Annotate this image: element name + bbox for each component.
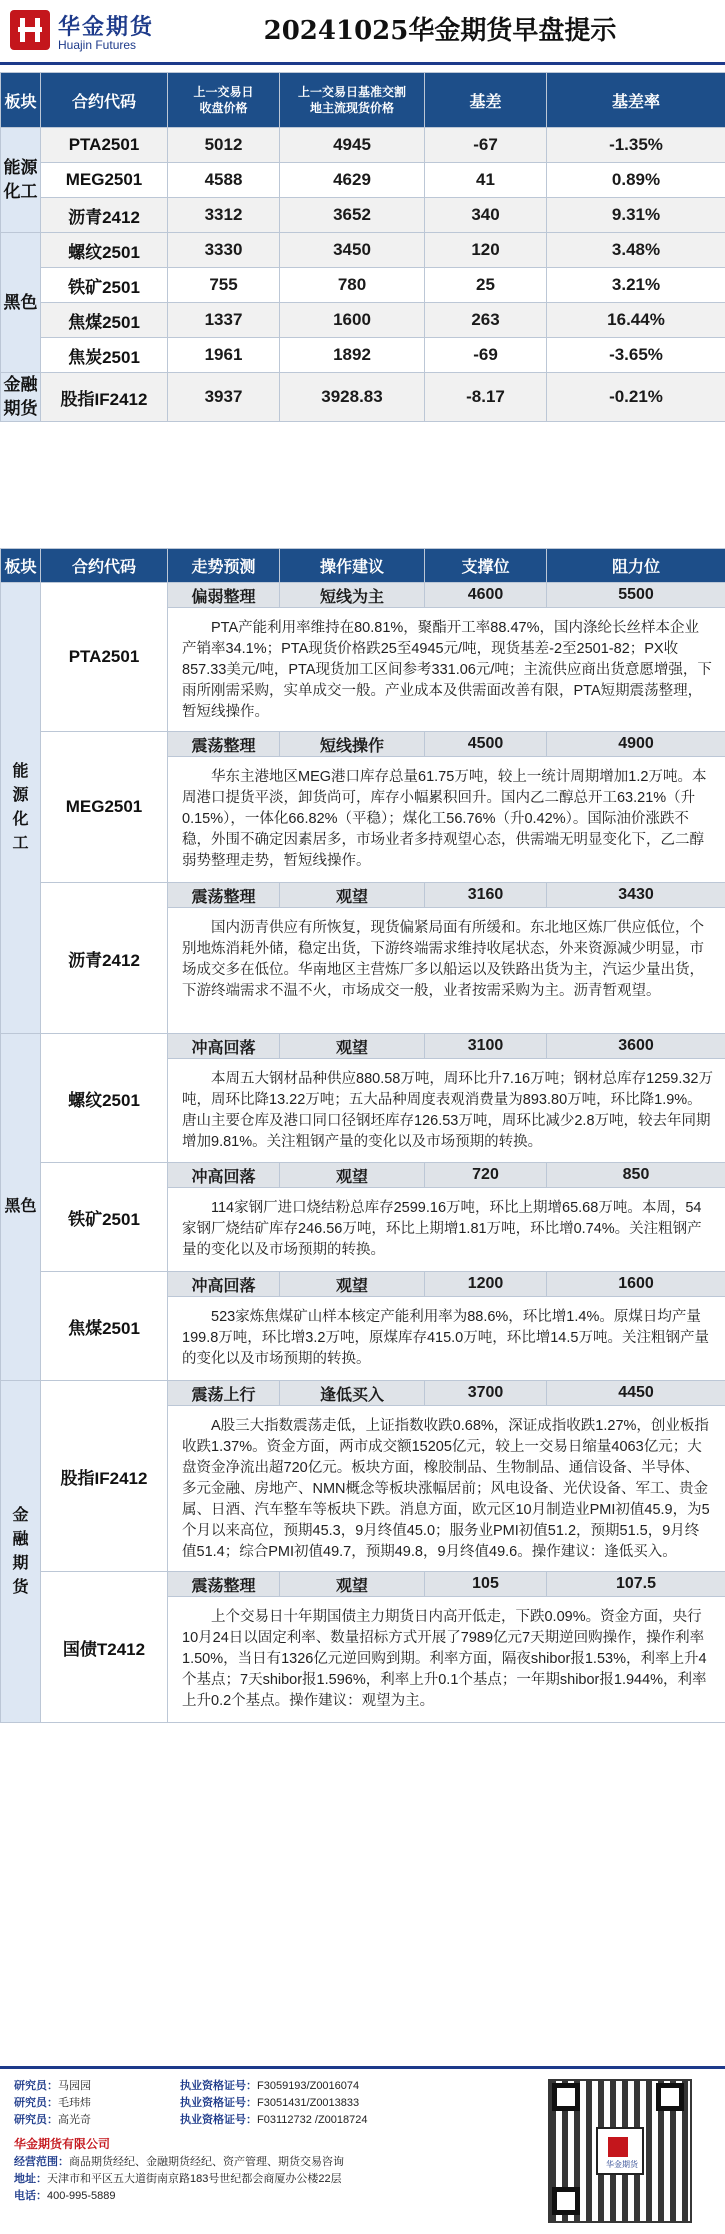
sector-label: 源 (12, 787, 29, 804)
basis-rate: 16.44% (547, 303, 725, 338)
basis-table (0, 72, 725, 422)
qr-corner-icon (552, 2083, 580, 2111)
trend-forecast: 震荡上行 (168, 1381, 280, 1406)
scope-text: 商品期货经纪、金融期货经纪、资产管理、期货交易咨询 (69, 2156, 344, 2168)
commentary-cell (168, 608, 725, 732)
col-resistance: 阻力位 (547, 549, 725, 583)
commentary-cell (168, 1297, 725, 1381)
strategy-table-header (1, 549, 725, 583)
commentary-text: A股三大指数震荡走低，上证指数收跌0.68%，深证成指收跌1.27%，创业板指收跌1.37%。资金方面，两市成交额15205亿元，较上一交易日缩量4063亿元；大盘资金净流出超720亿元。板块方面，橡胶制品、生物制品、通信设备、半导体、多元金融、房地产、NMN概念等板块涨幅居前；风电设备、光伏设备、军工、贵金属、日酒、汽车整车等板块下跌。消息方面，欧元区10月制造业PMI初值45.9，为5个月以来高位，预期45.3，9月终值45.0；服务业PMI初值51.2，预期51.5，9月终值51.4；综合PMI初值49.7，预期49.8，9月终值49.6。操作建议：逢低买入。 (182, 1418, 710, 1560)
contract-code: 铁矿2501 (41, 268, 168, 303)
trend-forecast: 偏弱整理 (168, 583, 280, 608)
support-level: 4600 (425, 583, 547, 608)
analyst-label: 研究员： (14, 2080, 58, 2092)
col-sector: 板块 (1, 549, 41, 583)
scope-label: 经营范围： (14, 2156, 69, 2168)
title-divider (0, 62, 725, 65)
sector-cell (1, 1034, 41, 1381)
commentary-text: 华东主港地区MEG港口库存总量61.75万吨，较上一统计周期增加1.2万吨。本周港口提货平淡，卸货尚可，库存小幅累积回升。国内乙二醇总开工63.21%（升0.15%），一体化66.82%（平稳）；煤化工56.76%（升0.42%）。国际油价涨跌不稳，外围不确定因素居多，市场业者多持观望心态，供需端无明显变化下，乙二醇弱势整理走势，暂短线操作。 (182, 769, 707, 869)
close-price: 1337 (168, 303, 280, 338)
operation-advice: 观望 (280, 1163, 425, 1188)
support-level: 105 (425, 1572, 547, 1597)
sector-label: 化 (12, 811, 29, 828)
basis-row (1, 128, 725, 163)
commentary-cell (168, 1597, 725, 1723)
basis-value: 263 (425, 303, 547, 338)
trend-forecast: 震荡整理 (168, 883, 280, 908)
operation-advice: 观望 (280, 1034, 425, 1059)
col-spot-line1: 上一交易日基准交割 (297, 85, 406, 99)
resistance-level: 3430 (547, 883, 725, 908)
analyst-name (14, 2077, 91, 2093)
brand-logo (10, 10, 165, 56)
resistance-level: 5500 (547, 583, 725, 608)
basis-rate: -3.65% (547, 338, 725, 373)
commentary-cell (168, 757, 725, 883)
close-price: 755 (168, 268, 280, 303)
resistance-level: 1600 (547, 1272, 725, 1297)
trend-forecast: 震荡整理 (168, 1572, 280, 1597)
analyst-name-text: 毛玮炜 (58, 2097, 91, 2109)
analyst-name-text: 高光奇 (58, 2114, 91, 2126)
footer (0, 2066, 725, 2234)
basis-rate: -0.21% (547, 373, 725, 422)
business-scope (14, 2153, 344, 2169)
basis-rate: 3.21% (547, 268, 725, 303)
sector-label: 金融 (3, 375, 38, 394)
commentary-text: PTA产能利用率维持在80.81%，聚酯开工率88.47%，国内涤纶长丝样本企业产销率34.1%；PTA现货价格跌25至4945元/吨，现货基差-2至2501-82；PX收857.33美元/吨，PTA现货加工区间参考331.06元/吨；主流供应商出货意愿增强，下雨所刚需采购，实单成交一般。产业成本及供需面改善有限，PTA短期震荡整理，暂短线操作。 (182, 620, 712, 720)
operation-advice: 短线操作 (280, 732, 425, 757)
resistance-level: 4450 (547, 1381, 725, 1406)
col-spot-line2: 地主流现货价格 (309, 101, 394, 115)
col-code: 合约代码 (41, 73, 168, 128)
sector-cell (1, 233, 41, 373)
basis-row (1, 373, 725, 422)
contract-code: 沥青2412 (41, 883, 168, 1034)
close-price: 3937 (168, 373, 280, 422)
close-price: 5012 (168, 128, 280, 163)
license-label: 执业资格证号： (180, 2114, 257, 2126)
header (0, 0, 725, 66)
col-spot (280, 73, 425, 128)
operation-advice: 逢低买入 (280, 1381, 425, 1406)
resistance-level: 107.5 (547, 1572, 725, 1597)
contract-code: 沥青2412 (41, 198, 168, 233)
analyst-name (14, 2111, 91, 2127)
company-name: 华金期货有限公司 (14, 2137, 111, 2151)
analyst-name-text: 马园园 (58, 2080, 91, 2092)
strategy-metric-row (1, 1163, 725, 1188)
basis-rate: -1.35% (547, 128, 725, 163)
license-label: 执业资格证号： (180, 2080, 257, 2092)
contract-code: MEG2501 (41, 163, 168, 198)
basis-value: -67 (425, 128, 547, 163)
license-number: F03112732 /Z0018724 (257, 2114, 368, 2126)
col-support: 支撑位 (425, 549, 547, 583)
qr-caption: 华金期货 (606, 2160, 638, 2169)
resistance-level: 850 (547, 1163, 725, 1188)
col-close-line2: 收盘价格 (199, 101, 248, 115)
license-label: 执业资格证号： (180, 2097, 257, 2109)
commentary-text: 本周五大钢材品种供应880.58万吨，周环比升7.16万吨；钢材总库存1259.32万吨，周环比降13.22万吨；五大品种周度表观消费量为893.80万吨，环比降1.9%。唐山主要仓库及港口同口径钢坯库存126.53万吨，周环比减少2.8万吨，较去年同期增加9.81%。关注粗钢产量的变化以及市场预期的转换。 (182, 1071, 713, 1150)
close-price: 3312 (168, 198, 280, 233)
contract-code: 焦煤2501 (41, 303, 168, 338)
basis-rate: 0.89% (547, 163, 725, 198)
support-level: 3700 (425, 1381, 547, 1406)
sector-label: 融 (12, 1530, 29, 1548)
basis-row (1, 303, 725, 338)
resistance-level: 4900 (547, 732, 725, 757)
col-sector: 板块 (1, 73, 41, 128)
contract-code: 股指IF2412 (41, 1381, 168, 1572)
basis-table-header (1, 73, 725, 128)
sector-label: 能源 (3, 158, 38, 177)
analyst-label: 研究员： (14, 2114, 58, 2126)
trend-forecast: 冲高回落 (168, 1272, 280, 1297)
spot-price: 4629 (280, 163, 425, 198)
address-text: 天津市和平区五大道街南京路183号世纪都会商厦办公楼22层 (47, 2173, 342, 2185)
spot-price: 3652 (280, 198, 425, 233)
trend-forecast: 冲高回落 (168, 1034, 280, 1059)
commentary-text: 上个交易日十年期国债主力期货日内高开低走，下跌0.09%。资金方面，央行10月24日以固定利率、数量招标方式开展了7989亿元7天期逆回购操作，操作利率1.50%，当日有1326亿元逆回购到期。利率方面，隔夜shibor报1.53%，利率上升4个基点；7天shibor报1.596%，利率上升0.1个基点；一年期shibor报1.944%，利率上升0.2个基点。操作建议：观望为主。 (182, 1609, 707, 1709)
commentary-text: 523家炼焦煤矿山样本核定产能利用率为88.6%，环比增1.4%。原煤日均产量199.8万吨，环比增3.2万吨，原煤库存415.0万吨，环比增14.5万吨。关注粗钢产量的变化以及市场预期的转换。 (182, 1309, 709, 1367)
trend-forecast: 震荡整理 (168, 732, 280, 757)
analyst-license (180, 2111, 368, 2127)
analyst-name (14, 2094, 91, 2110)
basis-rate: 3.48% (547, 233, 725, 268)
close-price: 3330 (168, 233, 280, 268)
basis-rate: 9.31% (547, 198, 725, 233)
spot-price: 780 (280, 268, 425, 303)
spot-price: 4945 (280, 128, 425, 163)
spot-price: 3450 (280, 233, 425, 268)
sector-cell (1, 583, 41, 1034)
sector-cell (1, 1381, 41, 1723)
trend-forecast: 冲高回落 (168, 1163, 280, 1188)
phone (14, 2187, 116, 2203)
strategy-metric-row (1, 1381, 725, 1406)
sector-label: 金 (12, 1506, 29, 1524)
basis-row (1, 163, 725, 198)
phone-text: 400-995-5889 (47, 2190, 116, 2202)
basis-row (1, 268, 725, 303)
contract-code: 国债T2412 (41, 1572, 168, 1723)
address-label: 地址： (14, 2173, 47, 2185)
commentary-cell (168, 1188, 725, 1272)
sector-label: 黑色 (3, 292, 38, 312)
operation-advice: 观望 (280, 1572, 425, 1597)
basis-value: 41 (425, 163, 547, 198)
sector-label: 黑色 (4, 1198, 37, 1215)
contract-code: 焦煤2501 (41, 1272, 168, 1381)
commentary-cell (168, 1406, 725, 1572)
sector-cell (1, 128, 41, 233)
sector-label: 货 (12, 1578, 29, 1596)
basis-row (1, 198, 725, 233)
basis-value: 120 (425, 233, 547, 268)
qr-corner-icon (552, 2187, 580, 2215)
basis-value: -8.17 (425, 373, 547, 422)
support-level: 720 (425, 1163, 547, 1188)
contract-code: PTA2501 (41, 583, 168, 732)
analyst-license (180, 2077, 359, 2093)
sector-label: 期货 (3, 399, 38, 418)
address (14, 2170, 342, 2186)
spot-price: 1892 (280, 338, 425, 373)
strategy-metric-row (1, 583, 725, 608)
contract-code: 铁矿2501 (41, 1163, 168, 1272)
operation-advice: 观望 (280, 1272, 425, 1297)
analyst-label: 研究员： (14, 2097, 58, 2109)
col-code: 合约代码 (41, 549, 168, 583)
phone-label: 电话： (14, 2190, 47, 2202)
spot-price: 1600 (280, 303, 425, 338)
support-level: 4500 (425, 732, 547, 757)
operation-advice: 观望 (280, 883, 425, 908)
basis-value: 340 (425, 198, 547, 233)
strategy-table (0, 548, 725, 1723)
basis-row (1, 338, 725, 373)
license-number: F3059193/Z0016074 (257, 2080, 360, 2092)
contract-code: 螺纹2501 (41, 233, 168, 268)
qr-corner-icon (656, 2083, 684, 2111)
contract-code: 股指IF2412 (41, 373, 168, 422)
license-number: F3051431/Z0013833 (257, 2097, 360, 2109)
col-close-line1: 上一交易日 (193, 85, 254, 99)
contract-code: PTA2501 (41, 128, 168, 163)
commentary-cell (168, 1059, 725, 1163)
sector-label: 工 (12, 835, 29, 852)
logo-icon (10, 10, 50, 50)
brand-name-cn: 华金期货 (58, 14, 155, 39)
col-advice: 操作建议 (280, 549, 425, 583)
col-trend: 走势预测 (168, 549, 280, 583)
strategy-metric-row (1, 1034, 725, 1059)
strategy-metric-row (1, 1572, 725, 1597)
resistance-level: 3600 (547, 1034, 725, 1059)
sector-label: 期 (12, 1554, 29, 1572)
sector-cell (1, 373, 41, 422)
contract-code: MEG2501 (41, 732, 168, 883)
col-basis-rate: 基差率 (547, 73, 725, 128)
col-basis: 基差 (425, 73, 547, 128)
contract-code: 焦炭2501 (41, 338, 168, 373)
support-level: 1200 (425, 1272, 547, 1297)
commentary-text: 国内沥青供应有所恢复，现货偏紧局面有所缓和。东北地区炼厂供应低位，个别地炼消耗外储，稳定出货，下游终端需求维持收尾状态，外来资源减少明显，市场成交多在低位。华南地区主营炼厂多以船运以及铁路出货为主，汽运少量出货，下游终端需求不温不火，市场成交一般，业者按需采购为主。沥青暂观望。 (182, 920, 704, 999)
spot-price: 3928.83 (280, 373, 425, 422)
commentary-cell (168, 908, 725, 1034)
brand-name-en: Huajin Futures (58, 38, 137, 52)
analyst-license (180, 2094, 359, 2110)
strategy-metric-row (1, 1272, 725, 1297)
close-price: 4588 (168, 163, 280, 198)
col-close (168, 73, 280, 128)
basis-value: -69 (425, 338, 547, 373)
basis-row (1, 233, 725, 268)
close-price: 1961 (168, 338, 280, 373)
basis-value: 25 (425, 268, 547, 303)
commentary-text: 114家钢厂进口烧结粉总库存2599.16万吨，环比上期增65.68万吨。本周，54家钢厂烧结矿库存246.56万吨，环比上期增1.81万吨，环比增0.74%。关注粗钢产量的变化以及市场预期的转换。 (182, 1200, 702, 1258)
strategy-metric-row (1, 732, 725, 757)
qr-logo-icon (608, 2137, 628, 2157)
page-title: 20241025华金期货早盘提示 (263, 16, 617, 46)
strategy-metric-row (1, 883, 725, 908)
contract-code: 螺纹2501 (41, 1034, 168, 1163)
support-level: 3100 (425, 1034, 547, 1059)
sector-label: 能 (12, 763, 29, 780)
sector-label: 化工 (3, 182, 38, 201)
support-level: 3160 (425, 883, 547, 908)
operation-advice: 短线为主 (280, 583, 425, 608)
